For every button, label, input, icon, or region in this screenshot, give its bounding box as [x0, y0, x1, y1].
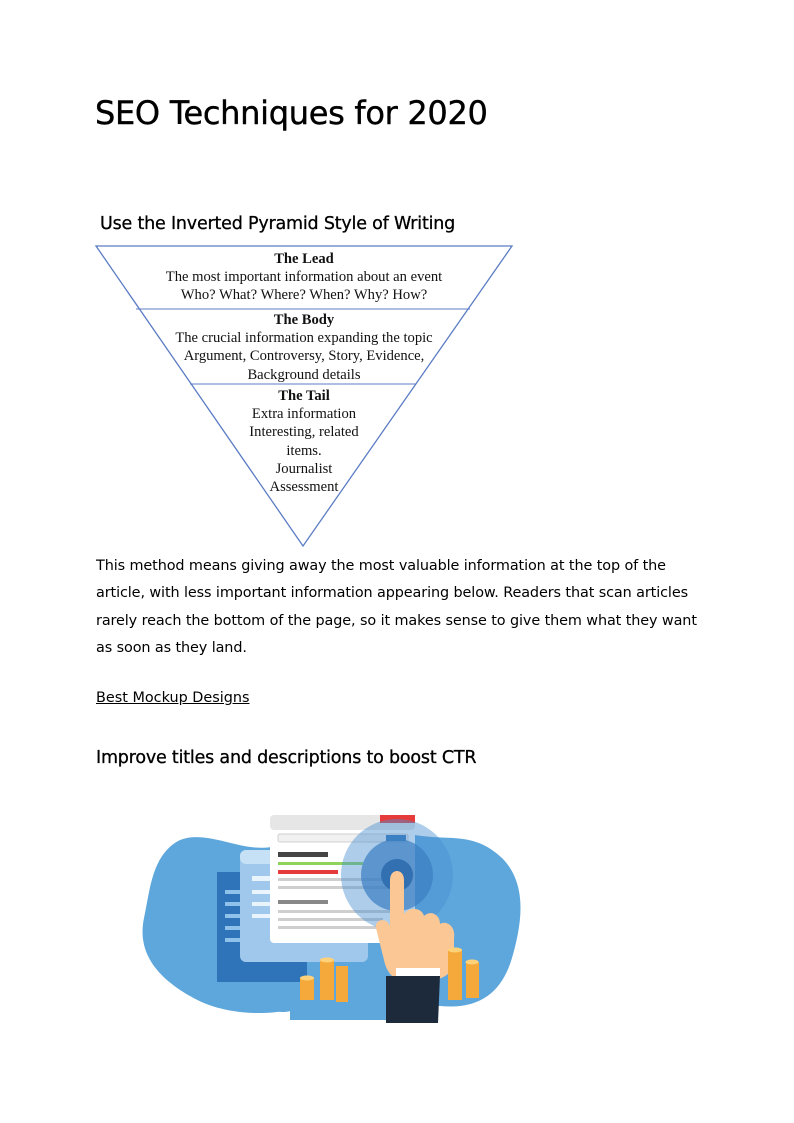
click-illustration-icon	[140, 810, 525, 1028]
page-title: SEO Techniques for 2020	[95, 94, 488, 132]
pyramid-lead	[94, 250, 514, 305]
best-mockup-designs-link[interactable]: Best Mockup Designs	[96, 690, 250, 706]
pyramid-body-line: The crucial information expanding the topic	[175, 330, 433, 347]
pyramid-tail-line: Journalist	[275, 460, 333, 477]
pyramid-body-line: Argument, Controversy, Story, Evidence,	[183, 348, 425, 365]
section-heading-inverted-pyramid: Use the Inverted Pyramid Style of Writing	[100, 214, 456, 234]
pyramid-body-line: Background details	[247, 366, 361, 383]
pyramid-lead-title: The Lead	[274, 251, 334, 267]
pyramid-tail-title: The Tail	[278, 388, 330, 404]
search-results-click-illustration	[140, 810, 525, 1028]
section-heading-ctr: Improve titles and descriptions to boost CTR	[96, 748, 477, 768]
pyramid-tail-line: Extra information	[251, 406, 357, 423]
pyramid-tail-line: Assessment	[269, 479, 339, 496]
body-paragraph: This method means giving away the most valuable information at the top of the article, with less important information appearing below. Readers that scan articles rarely reach the bottom of the page, so it makes sense to give them what they want as soon as they land.	[96, 558, 697, 656]
pyramid-body	[94, 311, 514, 384]
pyramid-lead-line: The most important information about an event	[165, 269, 443, 286]
pyramid-tail-line: Interesting, related	[249, 424, 359, 441]
pyramid-lead-line: Who? What? Where? When? Why? How?	[180, 287, 428, 304]
pyramid-body-title: The Body	[273, 312, 335, 328]
pyramid-tail	[94, 387, 514, 496]
inverted-pyramid-diagram	[94, 244, 514, 548]
pyramid-tail-line: items.	[286, 442, 322, 459]
